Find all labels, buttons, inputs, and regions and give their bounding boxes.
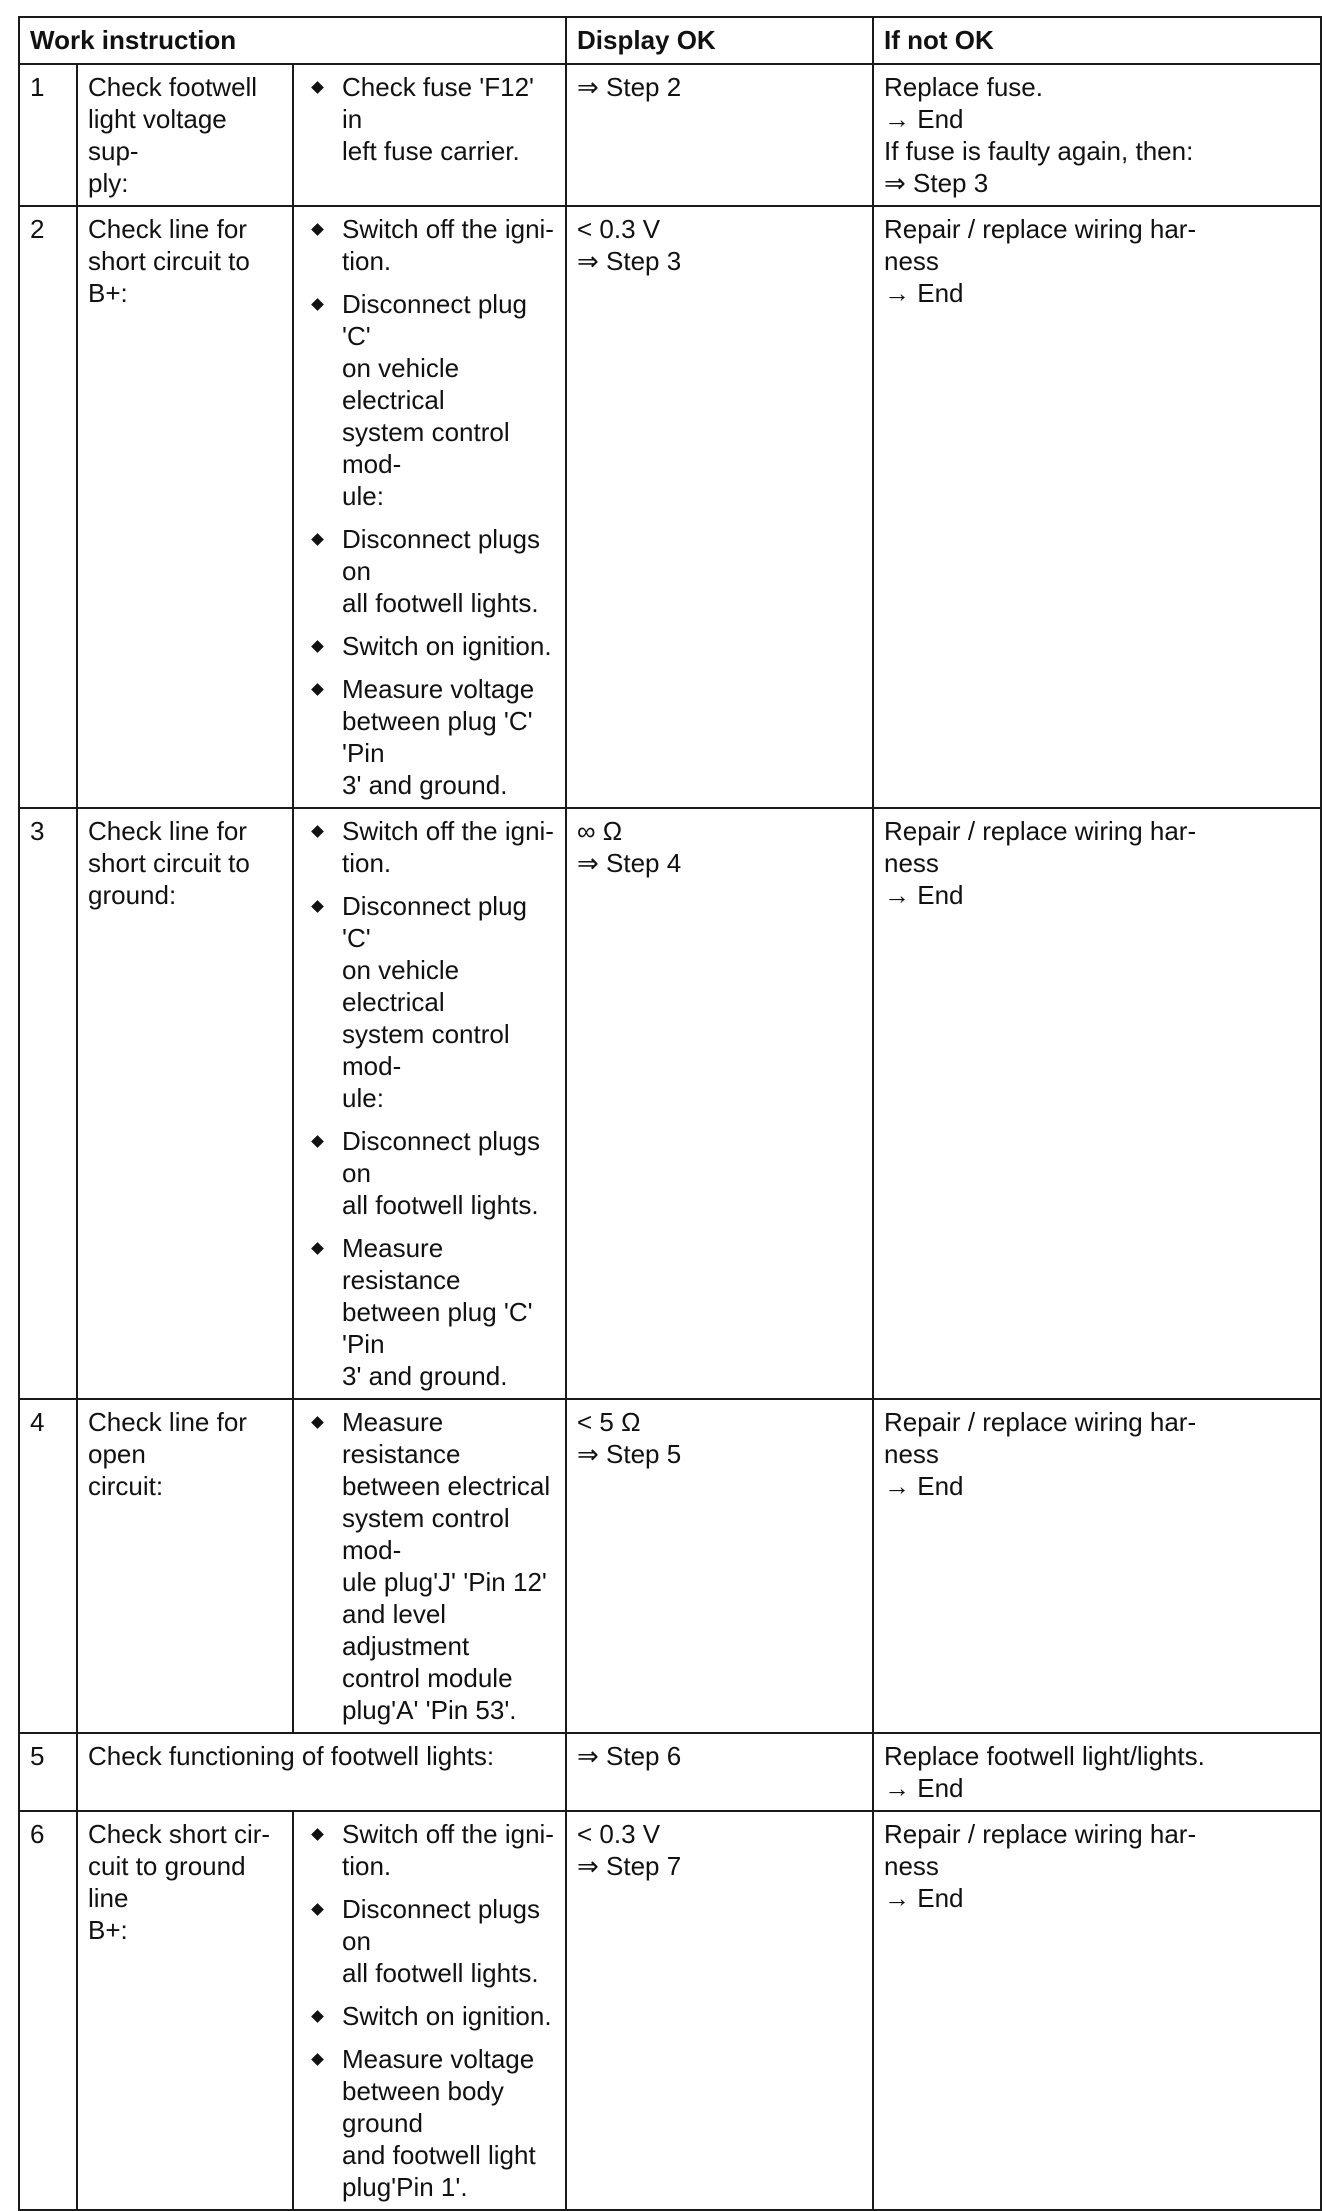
- action-line: ule plug'J' 'Pin 12': [342, 1567, 547, 1597]
- header-work-instruction: Work instruction: [19, 17, 566, 64]
- action-line: all footwell lights.: [342, 1190, 539, 1220]
- step-number: 1: [19, 64, 77, 206]
- diamond-bullet-icon: [311, 1828, 324, 1841]
- table-row: [19, 808, 1321, 1399]
- step-title-line: Check line for: [88, 816, 247, 846]
- diamond-bullet-icon: [311, 900, 324, 913]
- display-ok-line: ⇒ Step 5: [577, 1439, 682, 1469]
- diamond-bullet-icon: [311, 1416, 324, 1429]
- step-title: [77, 1399, 293, 1733]
- step-title-line: Check short cir-: [88, 1819, 271, 1849]
- action-line: between plug 'C' 'Pin: [342, 1297, 540, 1359]
- action-line: Switch off the igni-: [342, 1819, 554, 1849]
- if-not-ok-line: Repair / replace wiring har-: [884, 1407, 1197, 1437]
- step-title: Check functioning of footwell lights:: [77, 1733, 566, 1811]
- action-item: [304, 523, 555, 619]
- step-title-line: B+:: [88, 1915, 128, 1945]
- diamond-bullet-icon: [311, 2010, 324, 2023]
- diamond-bullet-icon: [311, 1903, 324, 1916]
- action-line: system control mod-: [342, 1019, 517, 1081]
- action-line: and footwell light: [342, 2140, 536, 2170]
- display-ok-line: ⇒ Step 4: [577, 848, 682, 878]
- step-title: [77, 1811, 293, 2210]
- if-not-ok-line: Repair / replace wiring har-: [884, 1819, 1197, 1849]
- table-row: [19, 1811, 1321, 2210]
- action-line: between electrical: [342, 1471, 551, 1501]
- action-line: control module: [342, 1663, 513, 1693]
- diamond-bullet-icon: [311, 223, 324, 236]
- diamond-bullet-icon: [311, 640, 324, 653]
- display-ok-cell: [566, 1733, 873, 1811]
- if-not-ok-line: → End: [884, 104, 964, 134]
- action-list: [304, 213, 555, 801]
- display-ok-line: < 0.3 V: [577, 1819, 661, 1849]
- action-line: system control mod-: [342, 1503, 517, 1565]
- diamond-bullet-icon: [311, 1242, 324, 1255]
- step-actions: [293, 206, 566, 808]
- table-row: [19, 1733, 1321, 1811]
- step-title-line: ground:: [88, 880, 177, 910]
- display-ok-cell: [566, 808, 873, 1399]
- step-actions: [293, 1811, 566, 2210]
- action-line: on vehicle electrical: [342, 353, 467, 415]
- step-title-line: Check footwell: [88, 72, 258, 102]
- action-item: [304, 815, 555, 879]
- if-not-ok-line: ness: [884, 1851, 939, 1881]
- diamond-bullet-icon: [311, 1135, 324, 1148]
- action-line: Switch on ignition.: [342, 631, 552, 661]
- action-line: plug'Pin 1'.: [342, 2172, 468, 2202]
- step-title-line: ply:: [88, 168, 129, 198]
- action-item: [304, 890, 555, 1114]
- step-title-line: circuit:: [88, 1471, 164, 1501]
- if-not-ok-cell: [873, 64, 1321, 206]
- action-item: [304, 2043, 555, 2203]
- if-not-ok-line: ⇒ Step 3: [884, 168, 989, 198]
- action-line: all footwell lights.: [342, 588, 539, 618]
- step-number: 3: [19, 808, 77, 1399]
- step-title-line: cuit to ground line: [88, 1851, 253, 1913]
- diamond-bullet-icon: [311, 298, 324, 311]
- diamond-bullet-icon: [311, 533, 324, 546]
- header-display-ok: Display OK: [566, 17, 873, 64]
- if-not-ok-line: Replace footwell light/lights.: [884, 1741, 1205, 1771]
- if-not-ok-line: → End: [884, 880, 964, 910]
- action-item: [304, 673, 555, 801]
- diamond-bullet-icon: [311, 81, 324, 94]
- action-line: on vehicle electrical: [342, 955, 467, 1017]
- action-line: tion.: [342, 246, 392, 276]
- action-line: Switch on ignition.: [342, 2001, 552, 2031]
- action-line: Disconnect plug 'C': [342, 891, 535, 953]
- action-item: [304, 2000, 555, 2032]
- action-line: ule:: [342, 1083, 384, 1113]
- action-line: 3' and ground.: [342, 1361, 508, 1391]
- step-title: [77, 206, 293, 808]
- table-header-row: [19, 17, 1321, 64]
- display-ok-line: < 5 Ω: [577, 1407, 641, 1437]
- table-row: [19, 64, 1321, 206]
- action-line: tion.: [342, 1851, 392, 1881]
- action-line: Check fuse 'F12' in: [342, 72, 542, 134]
- action-list: [304, 1818, 555, 2203]
- step-actions: [293, 808, 566, 1399]
- step-actions: [293, 64, 566, 206]
- step-number: 5: [19, 1733, 77, 1811]
- action-line: Disconnect plugs on: [342, 524, 548, 586]
- diamond-bullet-icon: [311, 825, 324, 838]
- action-line: between plug 'C' 'Pin: [342, 706, 540, 768]
- action-line: Switch off the igni-: [342, 214, 554, 244]
- action-line: all footwell lights.: [342, 1958, 539, 1988]
- work-instruction-table: [18, 16, 1322, 2211]
- action-line: Disconnect plug 'C': [342, 289, 535, 351]
- action-line: plug'A' 'Pin 53'.: [342, 1695, 517, 1725]
- action-item: [304, 288, 555, 512]
- display-ok-line: ⇒ Step 6: [577, 1741, 682, 1771]
- if-not-ok-line: → End: [884, 278, 964, 308]
- action-item: [304, 1818, 555, 1882]
- display-ok-line: ⇒ Step 7: [577, 1851, 682, 1881]
- if-not-ok-line: Repair / replace wiring har-: [884, 816, 1197, 846]
- if-not-ok-cell: [873, 1733, 1321, 1811]
- action-item: [304, 1406, 555, 1726]
- action-line: Disconnect plugs on: [342, 1126, 548, 1188]
- step-number: 4: [19, 1399, 77, 1733]
- if-not-ok-cell: [873, 808, 1321, 1399]
- action-list: [304, 71, 555, 167]
- action-line: Measure resistance: [342, 1407, 461, 1469]
- step-title-line: Check line for open: [88, 1407, 255, 1469]
- action-item: [304, 1893, 555, 1989]
- if-not-ok-line: → End: [884, 1773, 964, 1803]
- display-ok-line: < 0.3 V: [577, 214, 661, 244]
- step-title: [77, 64, 293, 206]
- if-not-ok-cell: [873, 1811, 1321, 2210]
- display-ok-line: ⇒ Step 3: [577, 246, 682, 276]
- if-not-ok-line: ness: [884, 848, 939, 878]
- action-item: [304, 213, 555, 277]
- action-line: left fuse carrier.: [342, 136, 520, 166]
- step-number: 6: [19, 1811, 77, 2210]
- action-line: 3' and ground.: [342, 770, 508, 800]
- action-line: ule:: [342, 481, 384, 511]
- if-not-ok-line: → End: [884, 1471, 964, 1501]
- if-not-ok-line: If fuse is faulty again, then:: [884, 136, 1194, 166]
- step-actions: [293, 1399, 566, 1733]
- action-list: [304, 1406, 555, 1726]
- table-row: [19, 1399, 1321, 1733]
- step-title-line: short circuit to B+:: [88, 246, 258, 308]
- if-not-ok-line: Repair / replace wiring har-: [884, 214, 1197, 244]
- action-line: and level adjustment: [342, 1599, 470, 1661]
- action-item: [304, 71, 555, 167]
- action-line: Switch off the igni-: [342, 816, 554, 846]
- action-line: Measure voltage: [342, 674, 535, 704]
- if-not-ok-line: Replace fuse.: [884, 72, 1043, 102]
- step-title-line: Check line for: [88, 214, 247, 244]
- action-line: Disconnect plugs on: [342, 1894, 548, 1956]
- step-title-line: short circuit to: [88, 848, 250, 878]
- if-not-ok-cell: [873, 1399, 1321, 1733]
- diamond-bullet-icon: [311, 683, 324, 696]
- action-item: [304, 630, 555, 662]
- display-ok-cell: [566, 64, 873, 206]
- action-item: [304, 1232, 555, 1392]
- display-ok-cell: [566, 1399, 873, 1733]
- step-title-line: light voltage sup-: [88, 104, 234, 166]
- step-number: 2: [19, 206, 77, 808]
- action-item: [304, 1125, 555, 1221]
- if-not-ok-line: ness: [884, 246, 939, 276]
- action-line: Measure voltage: [342, 2044, 535, 2074]
- header-if-not-ok: If not OK: [873, 17, 1321, 64]
- diamond-bullet-icon: [311, 2053, 324, 2066]
- display-ok-line: ⇒ Step 2: [577, 72, 682, 102]
- if-not-ok-cell: [873, 206, 1321, 808]
- display-ok-cell: [566, 1811, 873, 2210]
- action-list: [304, 815, 555, 1392]
- table-row: [19, 206, 1321, 808]
- if-not-ok-line: ness: [884, 1439, 939, 1469]
- action-line: tion.: [342, 848, 392, 878]
- action-line: between body ground: [342, 2076, 512, 2138]
- action-line: system control mod-: [342, 417, 517, 479]
- display-ok-line: ∞ Ω: [577, 816, 623, 846]
- display-ok-cell: [566, 206, 873, 808]
- step-title: [77, 808, 293, 1399]
- if-not-ok-line: → End: [884, 1883, 964, 1913]
- action-line: Measure resistance: [342, 1233, 461, 1295]
